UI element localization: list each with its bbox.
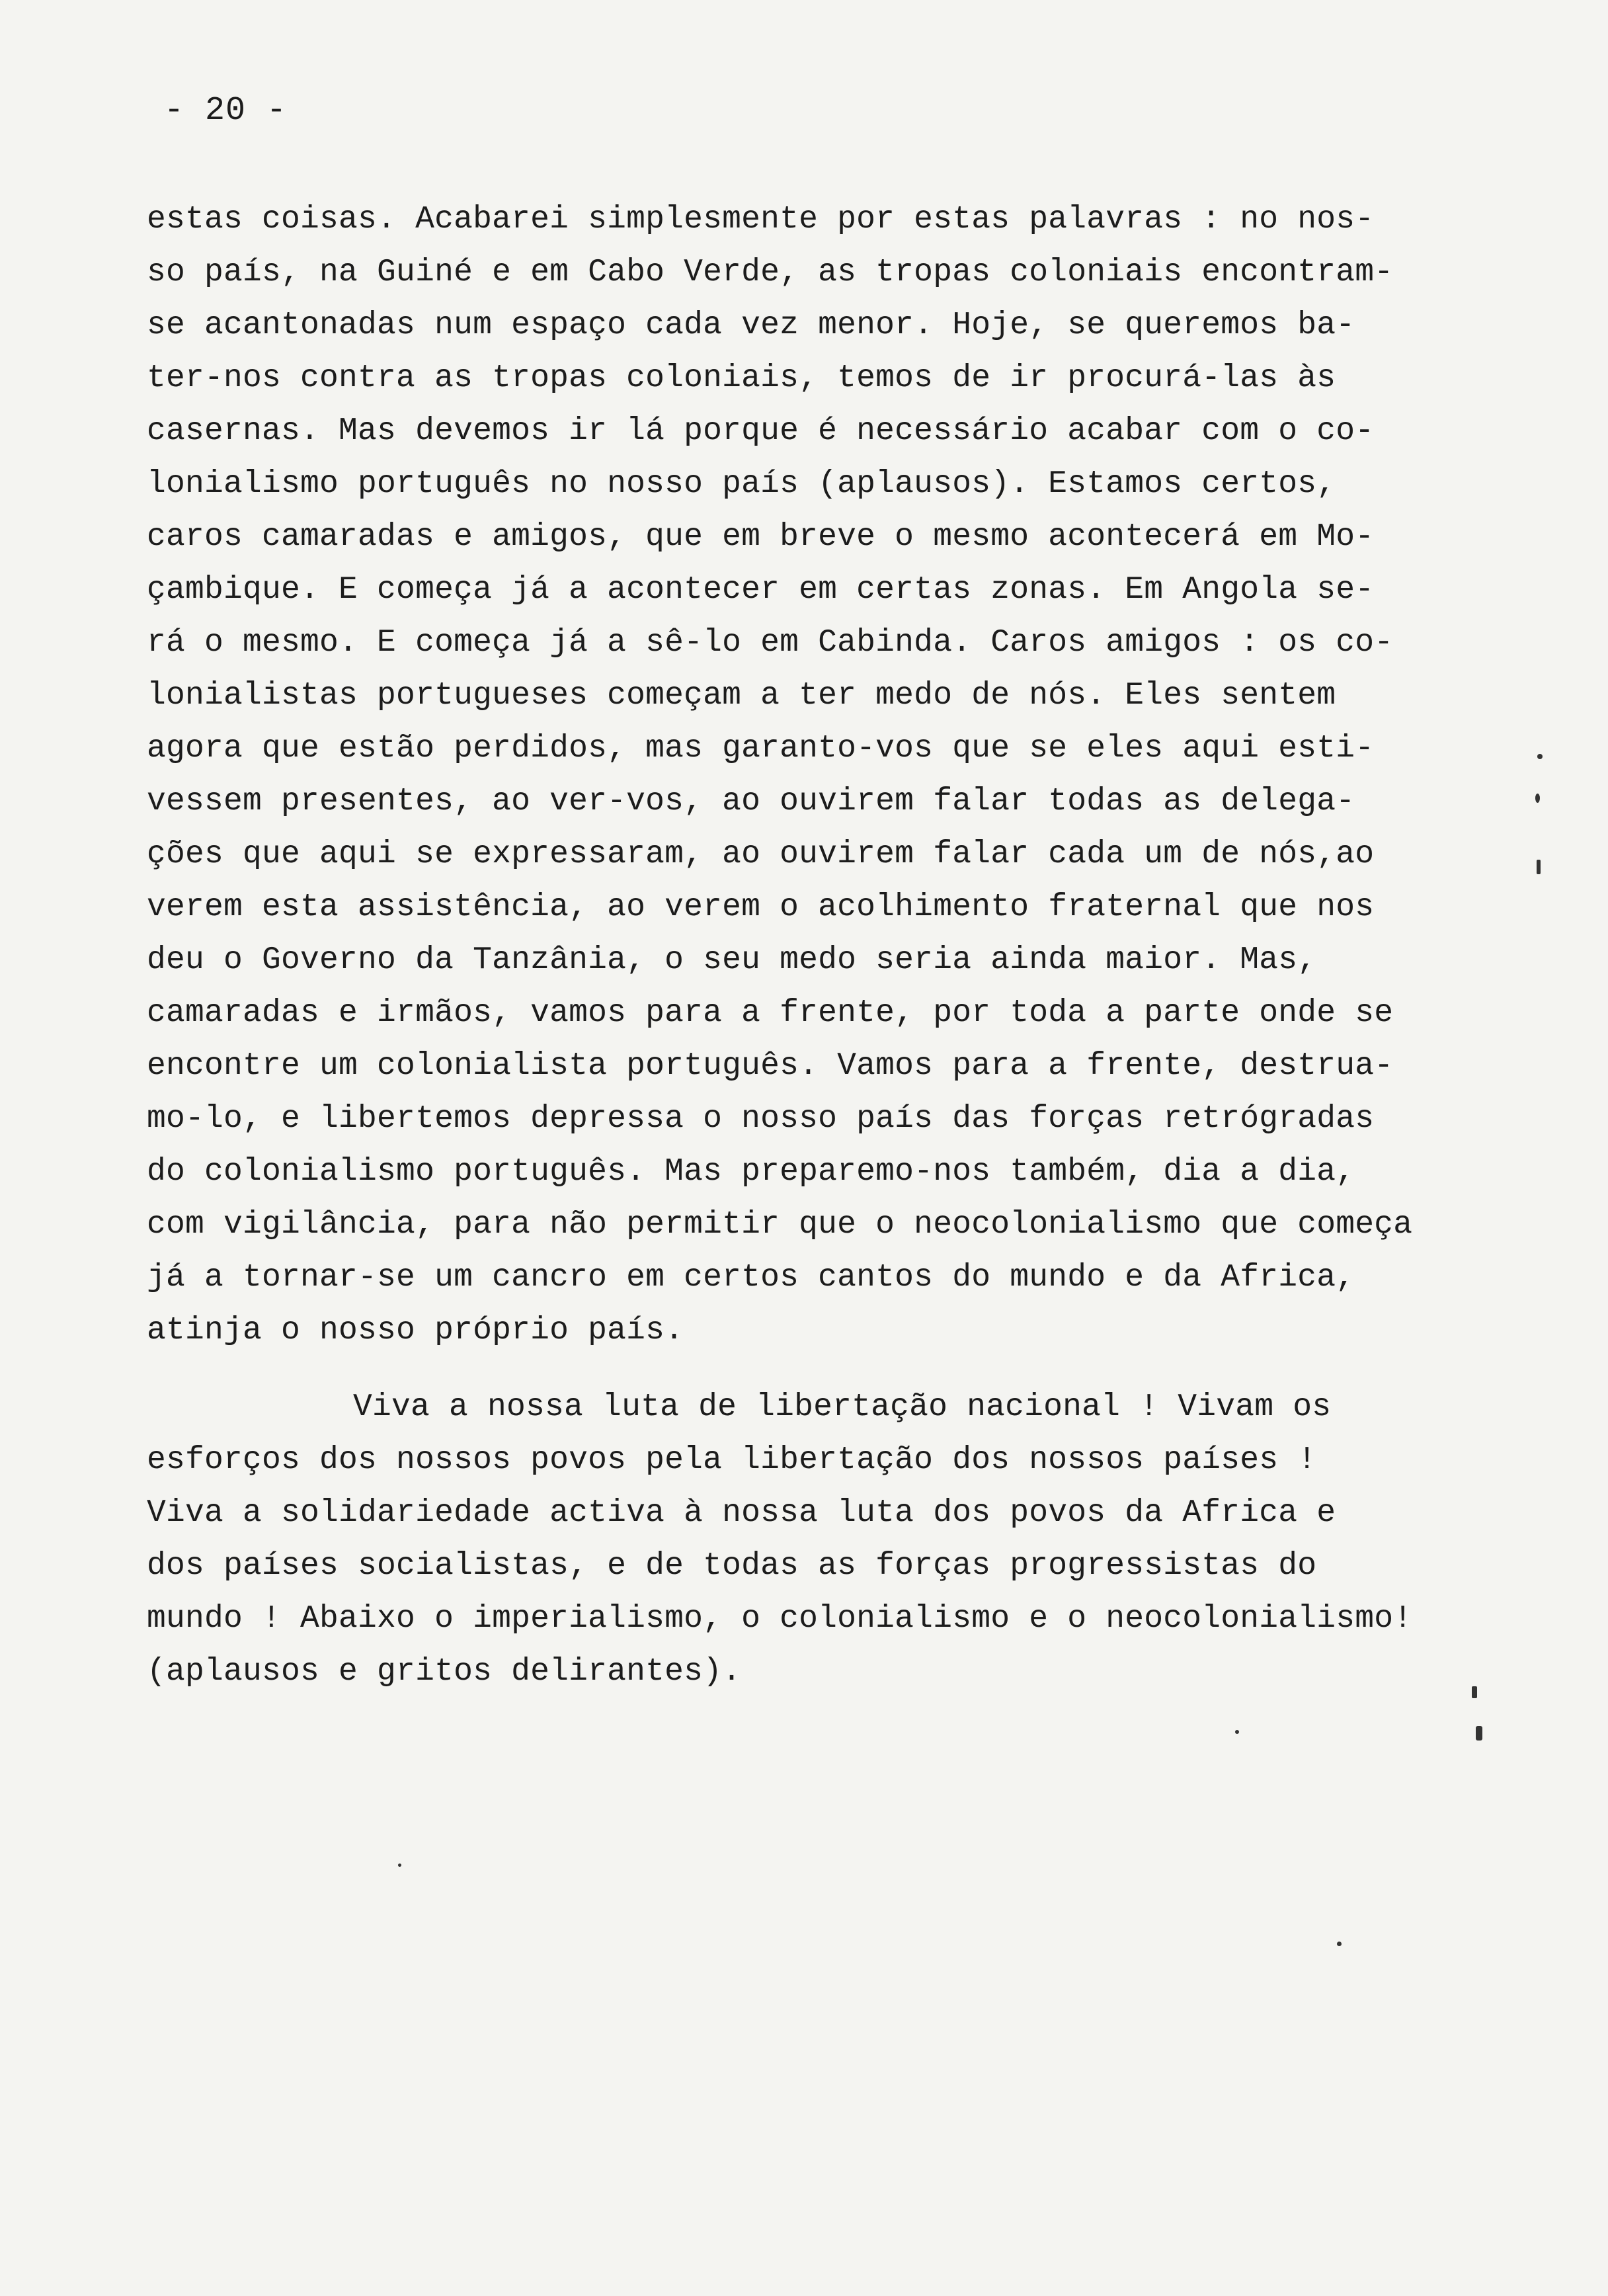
text-line: (aplausos e gritos delirantes). — [147, 1654, 742, 1690]
text-line: casernas. Mas devemos ir lá porque é necessário acabar com o co- — [147, 413, 1375, 449]
text-line: já a tornar-se um cancro em certos cantos do mundo e da Africa, — [147, 1260, 1355, 1295]
text-line: caros camaradas e amigos, que em breve o mesmo acontecerá em Mo- — [147, 519, 1375, 555]
text-line: ter-nos contra as tropas coloniais, temos de ir procurá-las às — [147, 360, 1336, 396]
text-line: agora que estão perdidos, mas garanto-vos que se eles aqui esti- — [147, 731, 1375, 766]
page-number: - 20 - — [164, 92, 288, 130]
scan-speck — [398, 1864, 401, 1867]
text-line: lonialismo português no nosso país (aplausos). Estamos certos, — [147, 466, 1336, 502]
text-line: deu o Governo da Tanzânia, o seu medo seria ainda maior. Mas, — [147, 942, 1317, 978]
text-line: estas coisas. Acabarei simplesmente por estas palavras : no nos- — [147, 202, 1375, 237]
text-line: vessem presentes, ao ver-vos, ao ouvirem falar todas as delega- — [147, 784, 1355, 819]
text-line: ções que aqui se expressaram, ao ouvirem falar cada um de nós,ao — [147, 837, 1375, 872]
scan-speck — [1472, 1686, 1477, 1698]
text-line: se acantonadas num espaço cada vez menor. Hoje, se queremos ba- — [147, 308, 1355, 343]
scan-speck — [1337, 1942, 1342, 1946]
text-line: com vigilância, para não permitir que o neocolonialismo que começa — [147, 1207, 1413, 1243]
scan-speck — [1476, 1726, 1482, 1741]
text-line: so país, na Guiné e em Cabo Verde, as tropas coloniais encontram- — [147, 255, 1394, 290]
paragraph-gap — [147, 1357, 1469, 1381]
text-line: rá o mesmo. E começa já a sê-lo em Cabinda. Caros amigos : os co- — [147, 625, 1394, 661]
text-line: atinja o nosso próprio país. — [147, 1313, 684, 1348]
text-line: verem esta assistência, ao verem o acolhimento fraternal que nos — [147, 889, 1375, 925]
text-line: esforços dos nossos povos pela libertação dos nossos países ! — [147, 1442, 1317, 1478]
scan-speck — [1537, 754, 1543, 759]
text-line: mundo ! Abaixo o imperialismo, o colonialismo e o neocolonialismo! — [147, 1601, 1413, 1637]
scan-speck — [1235, 1730, 1239, 1734]
text-line: do colonialismo português. Mas preparemo-nos também, dia a dia, — [147, 1154, 1355, 1190]
text-line: camaradas e irmãos, vamos para a frente, por toda a parte onde se — [147, 995, 1394, 1031]
text-line: lonialistas portugueses começam a ter medo de nós. Eles sentem — [147, 678, 1336, 714]
text-line: mo-lo, e libertemos depressa o nosso país das forças retrógradas — [147, 1101, 1375, 1137]
text-line: Viva a nossa luta de libertação nacional ! Vivam os — [353, 1389, 1332, 1425]
body-text — [147, 193, 1469, 1698]
text-line: Viva a solidariedade activa à nossa luta dos povos da Africa e — [147, 1495, 1336, 1531]
text-line: çambique. E começa já a acontecer em certas zonas. Em Angola se- — [147, 572, 1375, 608]
text-line: encontre um colonialista português. Vamos para a frente, destrua- — [147, 1048, 1394, 1084]
text-line: dos países socialistas, e de todas as forças progressistas do — [147, 1548, 1317, 1584]
scan-speck — [1537, 860, 1541, 874]
scan-speck — [1535, 794, 1540, 803]
